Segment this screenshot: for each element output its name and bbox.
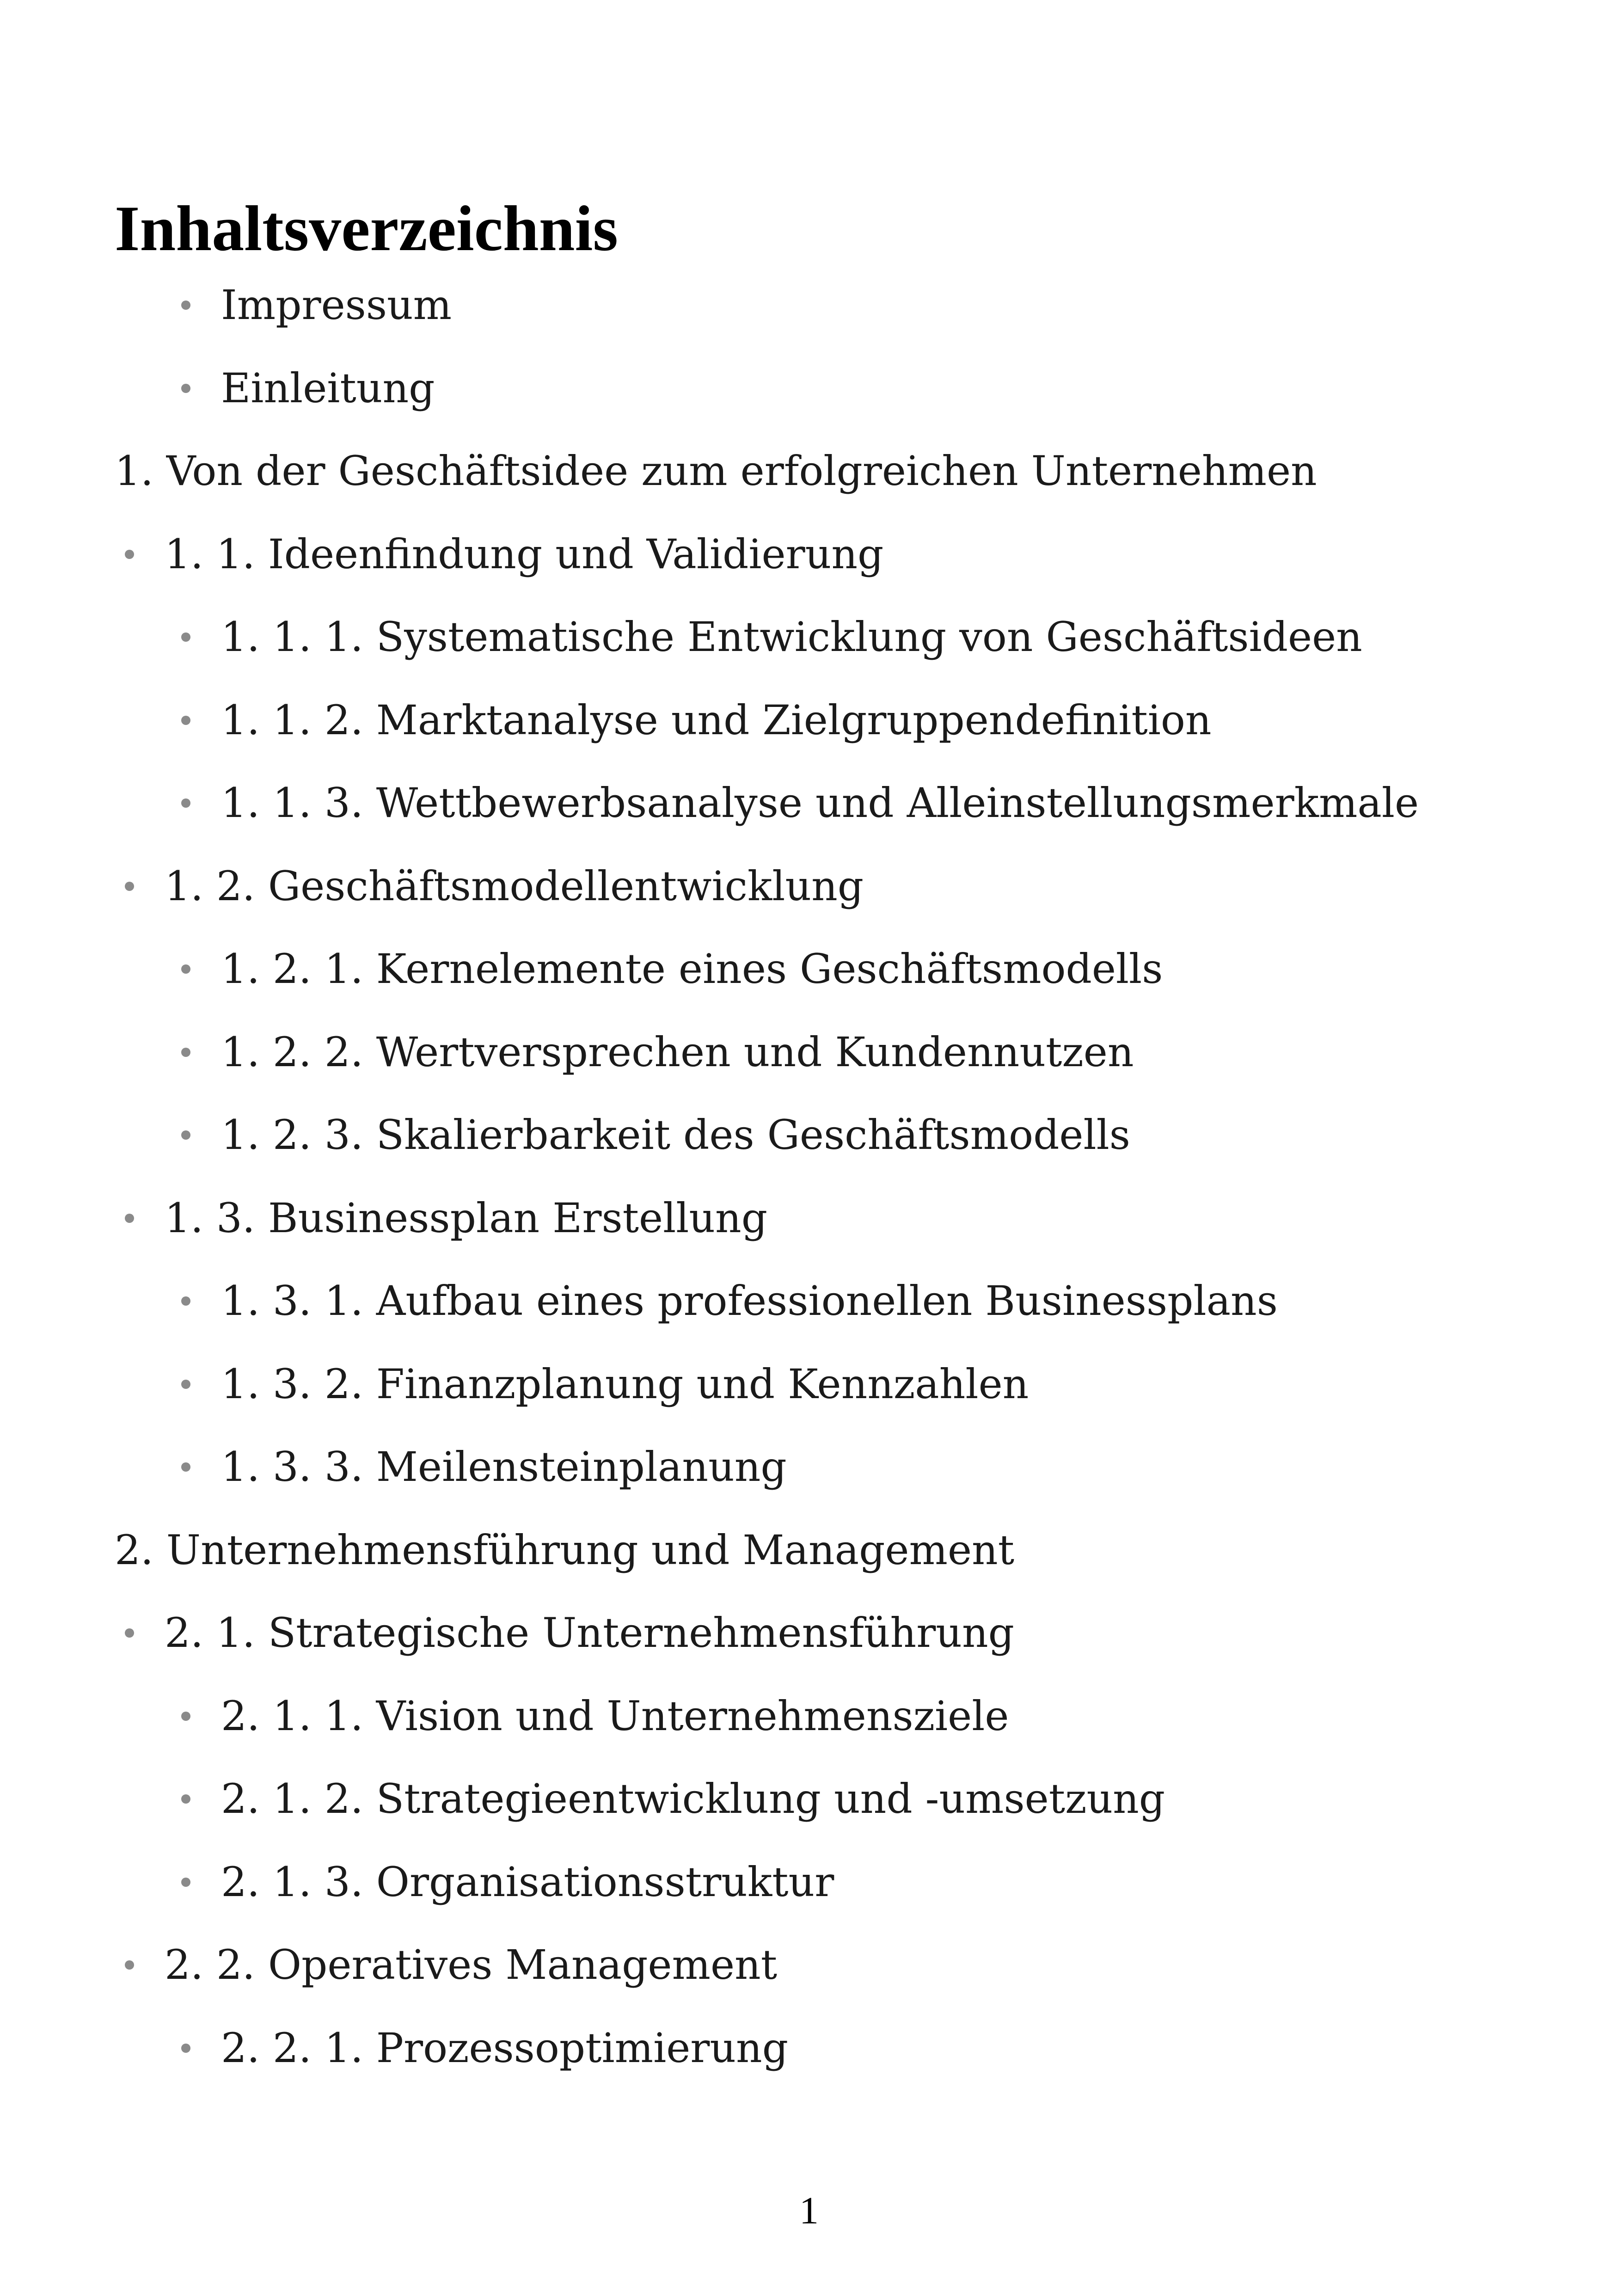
toc-entry-label: 2. 1. 3. Organisationsstruktur [221, 1858, 834, 1906]
toc-entry-label: 1. 3. Businessplan Erstellung [165, 1194, 768, 1242]
toc-entry-label: 2. 1. 1. Vision und Unternehmensziele [221, 1692, 1009, 1740]
bullet-icon [181, 1712, 190, 1721]
toc-entry[interactable] [181, 612, 1362, 663]
toc-entry[interactable] [115, 446, 1317, 497]
toc-entry[interactable] [125, 529, 883, 580]
bullet-icon [125, 882, 134, 891]
toc-entry[interactable] [181, 944, 1163, 995]
toc-entry[interactable] [115, 1525, 1014, 1576]
toc-entry[interactable] [181, 363, 435, 414]
toc-entry-label: 1. 2. 2. Wertversprechen und Kundennutzen [221, 1028, 1134, 1076]
bullet-icon [181, 1296, 190, 1306]
toc-entry-label: 1. 3. 3. Meilensteinplanung [221, 1443, 787, 1491]
bullet-icon [181, 632, 190, 642]
toc-entry[interactable] [181, 1857, 834, 1908]
toc-entry-label: 1. 3. 1. Aufbau eines professionellen Businessplans [221, 1277, 1278, 1325]
toc-entry-label: 2. 2. Operatives Management [165, 1941, 778, 1989]
toc-entry-label: 1. 3. 2. Finanzplanung und Kennzahlen [221, 1360, 1029, 1408]
toc-entry-label: 2. Unternehmensführung und Management [115, 1526, 1015, 1574]
bullet-icon [125, 550, 134, 559]
bullet-icon [125, 1214, 134, 1223]
bullet-icon [181, 1380, 190, 1389]
toc-entry[interactable] [125, 1940, 777, 1990]
toc-entry[interactable] [181, 1442, 787, 1492]
bullet-icon [181, 1048, 190, 1057]
toc-entry[interactable] [181, 1691, 1009, 1742]
page-number: 1 [799, 2189, 819, 2232]
bullet-icon [181, 798, 190, 808]
toc-entry[interactable] [181, 1110, 1130, 1160]
bullet-icon [181, 1462, 190, 1472]
bullet-icon [181, 1794, 190, 1804]
toc-entry[interactable] [181, 1359, 1029, 1410]
toc-entry[interactable] [181, 1774, 1165, 1824]
toc-entry-label: 1. 2. 3. Skalierbarkeit des Geschäftsmodells [221, 1111, 1130, 1159]
toc-entry[interactable] [125, 1608, 1014, 1658]
toc-entry-label: 1. Von der Geschäftsidee zum erfolgreichen Unternehmen [115, 447, 1317, 495]
toc-entry[interactable] [181, 1276, 1278, 1326]
toc-entry[interactable] [125, 861, 864, 912]
toc-entry[interactable] [181, 695, 1212, 746]
bullet-icon [181, 2044, 190, 2053]
toc-entry-label: 2. 2. 1. Prozessoptimierung [221, 2024, 789, 2072]
toc-entry[interactable] [181, 2023, 788, 2074]
toc-entry-label: 2. 1. Strategische Unternehmensführung [165, 1609, 1014, 1657]
bullet-icon [181, 1130, 190, 1140]
bullet-icon [181, 384, 190, 393]
toc-entry[interactable] [125, 1193, 767, 1244]
toc-entry-label: Einleitung [221, 364, 435, 412]
toc-entry-label: 2. 1. 2. Strategieentwicklung und -umsetzung [221, 1775, 1165, 1823]
bullet-icon [181, 301, 190, 310]
toc-entry-label: Impressum [221, 281, 452, 329]
toc-entry[interactable] [181, 1027, 1134, 1078]
toc-entry[interactable] [181, 280, 452, 331]
bullet-icon [181, 1878, 190, 1887]
toc-entry-label: 1. 1. 1. Systematische Entwicklung von Geschäftsideen [221, 613, 1362, 661]
toc-entry-label: 1. 1. 2. Marktanalyse und Zielgruppendefinition [221, 696, 1212, 744]
toc-title: Inhaltsverzeichnis [115, 193, 618, 264]
toc-entry-label: 1. 2. Geschäftsmodellentwicklung [165, 862, 864, 910]
bullet-icon [125, 1628, 134, 1638]
toc-entry-label: 1. 2. 1. Kernelemente eines Geschäftsmodells [221, 945, 1163, 993]
toc-entry-label: 1. 1. 3. Wettbewerbsanalyse und Alleinstellungsmerkmale [221, 779, 1419, 827]
bullet-icon [181, 716, 190, 725]
bullet-icon [181, 964, 190, 974]
toc-entry[interactable] [181, 778, 1419, 829]
bullet-icon [125, 1960, 134, 1970]
toc-entry-label: 1. 1. Ideenfindung und Validierung [165, 530, 884, 578]
